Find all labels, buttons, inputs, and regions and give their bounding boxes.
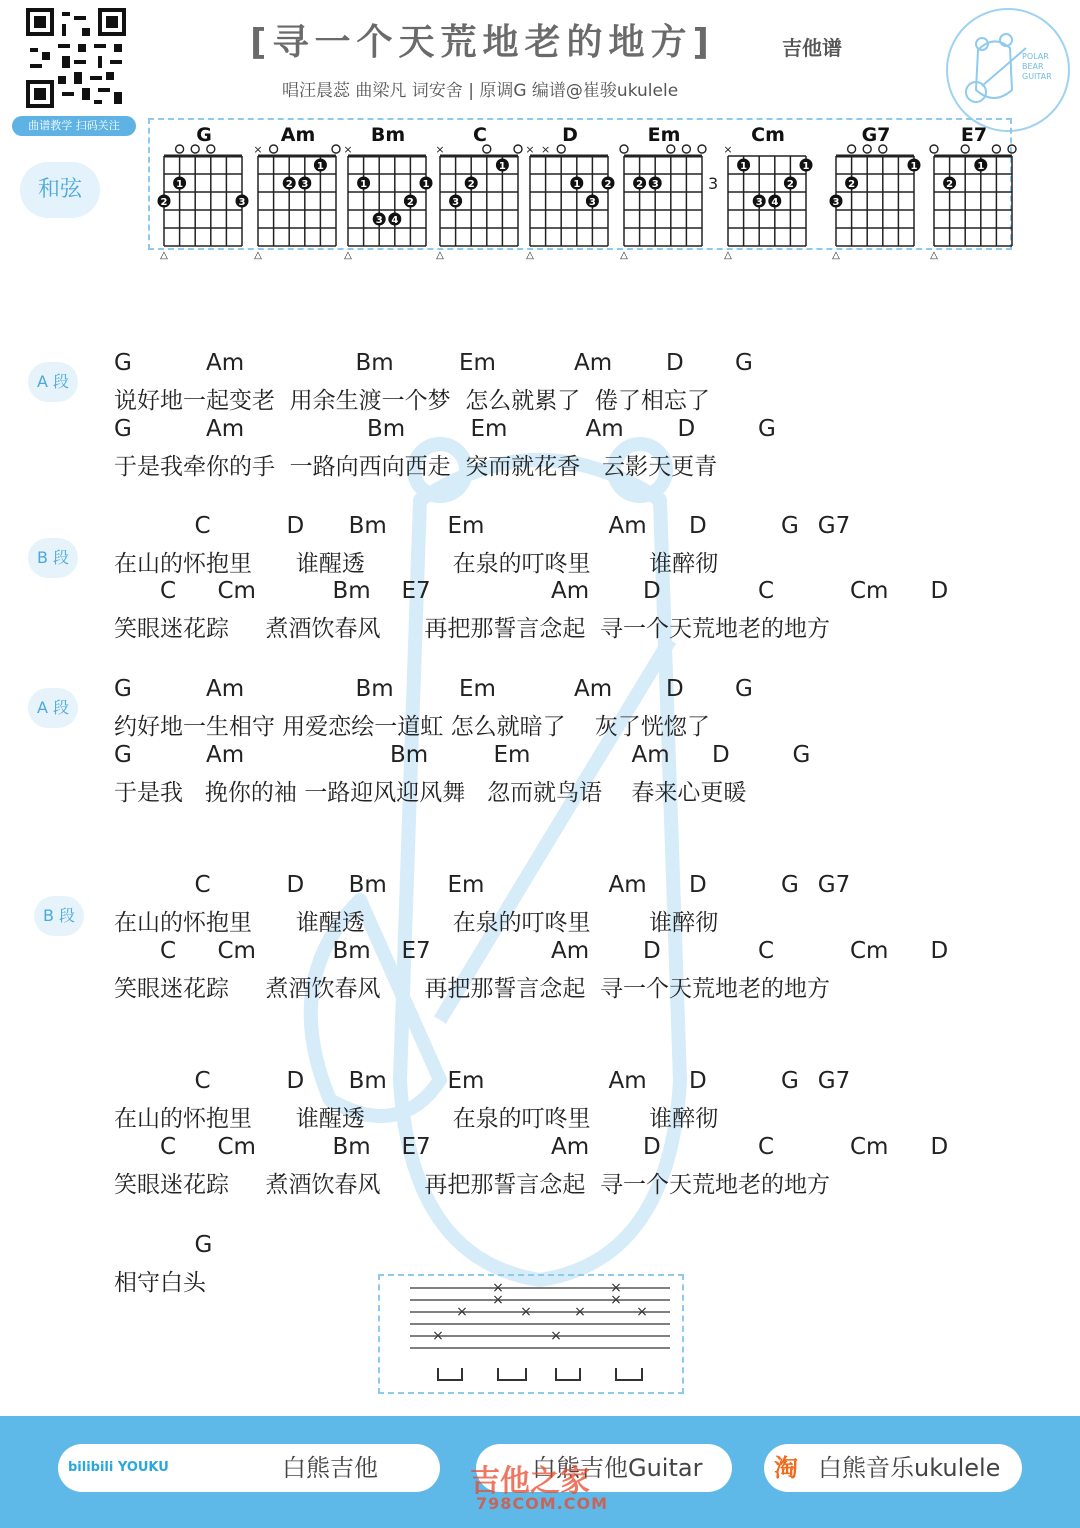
svg-text:×: × [610, 1280, 622, 1296]
chord-symbol: D [286, 872, 305, 898]
qr-code [26, 8, 126, 108]
finger-dot [373, 213, 386, 227]
svg-text:×: × [636, 1304, 648, 1320]
svg-text:4: 4 [391, 215, 399, 226]
finger-dot [158, 195, 171, 209]
open-string-mark [682, 145, 690, 153]
finger-dot [420, 177, 433, 191]
svg-text:×: × [520, 1304, 532, 1320]
chord-symbol: D [930, 1134, 949, 1160]
chord-symbol: Am [585, 416, 624, 442]
polar-bear-logo [946, 8, 1070, 132]
chord-g [156, 122, 252, 261]
chord-bm [340, 122, 436, 261]
svg-text:3: 3 [301, 179, 309, 190]
chord-symbol: E7 [401, 578, 431, 604]
chord-symbol: D [286, 1068, 305, 1094]
chord-symbol: Bm [332, 578, 371, 604]
chord-symbol: Bm [348, 513, 387, 539]
chord-symbol: D [689, 513, 707, 539]
open-string-mark [961, 145, 969, 153]
section-label-b1: B 段 [28, 538, 78, 578]
root-marker: △ [254, 250, 262, 261]
finger-dot [845, 177, 858, 191]
chord-symbol: G [735, 350, 753, 376]
open-string-mark [930, 145, 938, 153]
svg-text:1: 1 [422, 179, 430, 190]
section-label-b2: B 段 [34, 896, 84, 936]
chord-symbol: Am [206, 676, 245, 702]
page-title: [寻一个天荒地老的地方] [250, 22, 715, 63]
chord-symbol: D [930, 578, 949, 604]
chord-symbol: C [194, 513, 211, 539]
muted-string-mark: × [343, 143, 353, 156]
chord-symbol: D [643, 938, 661, 964]
chord-symbol: Am [574, 350, 613, 376]
chord-name: E7 [960, 124, 988, 146]
finger-dot [633, 177, 646, 191]
finger-dot [298, 177, 311, 191]
chord-symbol: D [286, 513, 305, 539]
chord-symbol: D [666, 676, 684, 702]
finger-dot [943, 177, 956, 191]
chord-symbol: Bm [355, 676, 394, 702]
svg-text:×: × [456, 1304, 468, 1320]
svg-text:2: 2 [604, 179, 612, 190]
svg-text:2: 2 [636, 179, 644, 190]
svg-text:3: 3 [588, 197, 596, 208]
finger-dot [357, 177, 370, 191]
chord-symbol: Am [551, 578, 590, 604]
lyric-line: 在山的怀抱里 谁醒透 在泉的叮咚里 谁醉彻 [114, 551, 719, 577]
finger-dot [283, 177, 296, 191]
chord-symbol: Cm [217, 938, 256, 964]
chord-symbol: Cm [217, 578, 256, 604]
bear-watermark-icon [240, 380, 800, 1380]
lyric-line: 在山的怀抱里 谁醒透 在泉的叮咚里 谁醉彻 [114, 910, 719, 936]
chord-symbol: C [194, 872, 211, 898]
chord-symbol: Em [447, 872, 485, 898]
root-marker: △ [160, 250, 168, 261]
chord-symbol: C [160, 578, 177, 604]
root-marker: △ [930, 250, 938, 261]
chord-symbol: C [160, 938, 177, 964]
svg-text:1: 1 [176, 179, 184, 190]
open-string-mark [332, 145, 340, 153]
chord-symbol: Am [206, 350, 245, 376]
logo-text-2: BEAR [1022, 62, 1044, 71]
chord-symbol: G [781, 872, 799, 898]
chord-symbol: Em [459, 350, 496, 376]
platform-logos: bilibili YOUKU [68, 1460, 169, 1475]
chord-symbol: Em [447, 1068, 485, 1094]
svg-text:3: 3 [651, 179, 659, 190]
svg-text:3: 3 [375, 215, 383, 226]
finger-dot [800, 159, 813, 173]
chord-name: D [562, 124, 578, 146]
chord-symbol: G [792, 742, 811, 768]
taobao-icon: 淘 [774, 1454, 798, 1482]
chord-symbol: Bm [367, 416, 406, 442]
chord-symbol: G [758, 416, 776, 442]
chord-name: C [473, 124, 487, 146]
rhythm-pattern [378, 1274, 684, 1394]
finger-dot [449, 195, 462, 209]
chord-symbol: C [758, 938, 775, 964]
finger-dot [586, 195, 599, 209]
score-type: 吉他谱 [782, 36, 842, 60]
finger-dot [830, 195, 843, 209]
chord-symbol: D [643, 1134, 661, 1160]
finger-dot [602, 177, 615, 191]
finger-dot [649, 177, 662, 191]
chord-symbol: G [735, 676, 753, 702]
chord-symbol: Cm [850, 938, 889, 964]
finger-dot [570, 177, 583, 191]
chord-symbol: G [781, 1068, 799, 1094]
lyric-line: 笑眼迷花踪 煮酒饮春风 再把那誓言念起 寻一个天荒地老的地方 [114, 1172, 831, 1198]
chord-symbol: D [666, 350, 684, 376]
open-string-mark [698, 145, 706, 153]
chord-symbol: G7 [817, 1068, 851, 1094]
svg-text:×: × [432, 1328, 444, 1344]
chord-symbol: Am [608, 513, 647, 539]
chord-symbol: D [689, 872, 707, 898]
site-watermark-url: 798COM.COM [476, 1494, 609, 1513]
section-label-a2: A 段 [28, 688, 78, 728]
finger-dot [784, 177, 797, 191]
chord-symbol: Cm [217, 1134, 256, 1160]
svg-text:2: 2 [946, 179, 954, 190]
chord-symbol: C [758, 1134, 775, 1160]
footer-pill3-label: 白熊音乐ukulele [818, 1454, 1001, 1482]
finger-dot [236, 195, 249, 209]
svg-text:×: × [492, 1280, 504, 1296]
chord-symbol: G [114, 676, 132, 702]
chord-cm [708, 122, 816, 261]
chord-c [432, 122, 528, 261]
svg-text:×: × [550, 1328, 562, 1344]
section-label-a1: A 段 [28, 362, 78, 402]
chord-symbol: Am [551, 938, 590, 964]
chord-symbol: Bm [348, 1068, 387, 1094]
chord-symbol: C [160, 1134, 177, 1160]
lyric-line: 于是我牵你的手 一路向西向西走 突而就花香 云影天更青 [114, 454, 718, 480]
chord-symbol: Bm [348, 872, 387, 898]
chord-symbol: Em [447, 513, 485, 539]
lyric-line: 于是我 挽你的袖 一路迎风迎风舞 忽而就鸟语 春来心更暖 [114, 780, 747, 806]
song-credits: 唱汪晨蕊 曲梁凡 词安舍 | 原调G 编谱@崔骏ukulele [282, 81, 679, 101]
chord-symbol: Bm [332, 938, 371, 964]
finger-dot [974, 159, 987, 173]
svg-text:3: 3 [452, 197, 460, 208]
chord-symbol: E7 [401, 938, 431, 964]
chord-symbol: C [758, 578, 775, 604]
chord-name: Cm [751, 124, 785, 146]
svg-text:1: 1 [498, 161, 506, 172]
chord-symbol: Em [470, 416, 508, 442]
svg-text:4: 4 [771, 197, 779, 208]
lyric-line: 约好地一生相守 用爱恋绘一道虹 怎么就暗了 灰了恍惚了 [114, 714, 710, 740]
svg-text:2: 2 [848, 179, 856, 190]
chord-symbol: Cm [850, 1134, 889, 1160]
svg-text:1: 1 [977, 161, 985, 172]
muted-string-mark: × [525, 143, 535, 156]
chord-symbol: Cm [850, 578, 889, 604]
open-string-mark [191, 145, 199, 153]
open-string-mark [1008, 145, 1016, 153]
footer-pill-taobao[interactable] [764, 1444, 1022, 1492]
muted-string-mark: × [253, 143, 263, 156]
open-string-mark [557, 145, 565, 153]
finger-dot [737, 159, 750, 173]
root-marker: △ [526, 250, 534, 261]
chord-symbol: Am [206, 416, 245, 442]
svg-text:1: 1 [316, 161, 324, 172]
chord-symbol: G [194, 1232, 213, 1258]
chord-g7 [828, 122, 924, 261]
chord-symbol: Bm [332, 1134, 371, 1160]
finger-dot [496, 159, 509, 173]
chord-name: G [196, 124, 212, 146]
svg-text:1: 1 [910, 161, 918, 172]
chord-symbol: G7 [817, 872, 851, 898]
chord-symbol: C [194, 1068, 211, 1094]
chord-symbol: D [689, 1068, 707, 1094]
chord-name: Em [647, 124, 681, 146]
footer-pill1-label: 白熊吉他 [282, 1454, 378, 1482]
lyric-line: 说好地一起变老 用余生渡一个梦 怎么就累了 倦了相忘了 [114, 388, 710, 414]
chord-symbol: G7 [817, 513, 851, 539]
open-string-mark [620, 145, 628, 153]
chord-symbol: Am [206, 742, 245, 768]
chord-name: Bm [370, 124, 406, 146]
svg-text:3: 3 [755, 197, 763, 208]
chord-symbol: Bm [355, 350, 394, 376]
muted-string-mark: × [723, 143, 733, 156]
svg-text:2: 2 [467, 179, 475, 190]
finger-dot [753, 195, 766, 209]
finger-dot [404, 195, 417, 209]
chord-symbol: Am [631, 742, 670, 768]
chord-symbol: Am [551, 1134, 590, 1160]
chord-symbol: Am [574, 676, 613, 702]
lyric-line: 在山的怀抱里 谁醒透 在泉的叮咚里 谁醉彻 [114, 1106, 719, 1132]
root-marker: △ [620, 250, 628, 261]
finger-dot [465, 177, 478, 191]
svg-text:1: 1 [740, 161, 748, 172]
chord-symbol: D [677, 416, 696, 442]
finger-dot [388, 213, 401, 227]
open-string-mark [879, 145, 887, 153]
svg-text:2: 2 [160, 197, 168, 208]
root-marker: △ [344, 250, 352, 261]
chord-symbol: G [114, 416, 132, 442]
chord-symbol: Em [459, 676, 496, 702]
chord-symbol: Am [608, 1068, 647, 1094]
open-string-mark [992, 145, 1000, 153]
chord-am [250, 122, 346, 261]
root-marker: △ [436, 250, 444, 261]
fret-start-number: 3 [708, 174, 719, 193]
open-string-mark [514, 145, 522, 153]
lyric-line: 笑眼迷花踪 煮酒饮春风 再把那誓言念起 寻一个天荒地老的地方 [114, 976, 831, 1002]
chord-symbol: G [781, 513, 799, 539]
root-marker: △ [724, 250, 732, 261]
chord-d [522, 122, 618, 261]
chord-symbol: Em [493, 742, 531, 768]
lyric-line: 笑眼迷花踪 煮酒饮春风 再把那誓言念起 寻一个天荒地老的地方 [114, 616, 831, 642]
svg-text:×: × [492, 1292, 504, 1308]
svg-text:2: 2 [786, 179, 794, 190]
finger-dot [173, 177, 186, 191]
open-string-mark [270, 145, 278, 153]
chord-section-label: 和弦 [20, 162, 100, 218]
svg-text:×: × [574, 1304, 586, 1320]
svg-text:×: × [610, 1292, 622, 1308]
finger-dot [314, 159, 327, 173]
chord-name: Am [280, 124, 316, 146]
chord-symbol: G [114, 350, 132, 376]
chord-symbol: D [712, 742, 730, 768]
open-string-mark [483, 145, 491, 153]
svg-text:3: 3 [832, 197, 840, 208]
footer-pill2-label: 白熊吉他Guitar [532, 1454, 703, 1482]
svg-text:2: 2 [285, 179, 293, 190]
chord-symbol: Am [608, 872, 647, 898]
svg-text:1: 1 [573, 179, 581, 190]
logo-text-1: POLAR [1022, 52, 1049, 61]
open-string-mark [863, 145, 871, 153]
finger-dot [768, 195, 781, 209]
muted-string-mark: × [435, 143, 445, 156]
site-watermark: 吉他之家 [470, 1464, 590, 1499]
svg-text:1: 1 [802, 161, 810, 172]
svg-text:3: 3 [238, 197, 246, 208]
muted-string-mark: × [540, 143, 551, 156]
open-string-mark [176, 145, 184, 153]
footer-pill-video[interactable] [58, 1444, 440, 1492]
chord-symbol: E7 [401, 1134, 431, 1160]
chord-em [616, 122, 712, 261]
svg-text:2: 2 [406, 197, 414, 208]
chord-symbol: G [114, 742, 132, 768]
chord-symbol: D [643, 578, 661, 604]
open-string-mark [207, 145, 215, 153]
lyric-line: 相守白头 [114, 1270, 206, 1296]
svg-text:1: 1 [360, 179, 368, 190]
qr-tag: 曲谱教学 扫码关注 [12, 116, 136, 136]
chord-symbol: D [930, 938, 949, 964]
chord-name: G7 [861, 124, 891, 146]
open-string-mark [667, 145, 675, 153]
open-string-mark [848, 145, 856, 153]
root-marker: △ [832, 250, 840, 261]
chord-e7 [926, 122, 1022, 261]
finger-dot [908, 159, 921, 173]
chord-symbol: Bm [390, 742, 429, 768]
logo-text-3: GUITAR [1022, 72, 1052, 81]
